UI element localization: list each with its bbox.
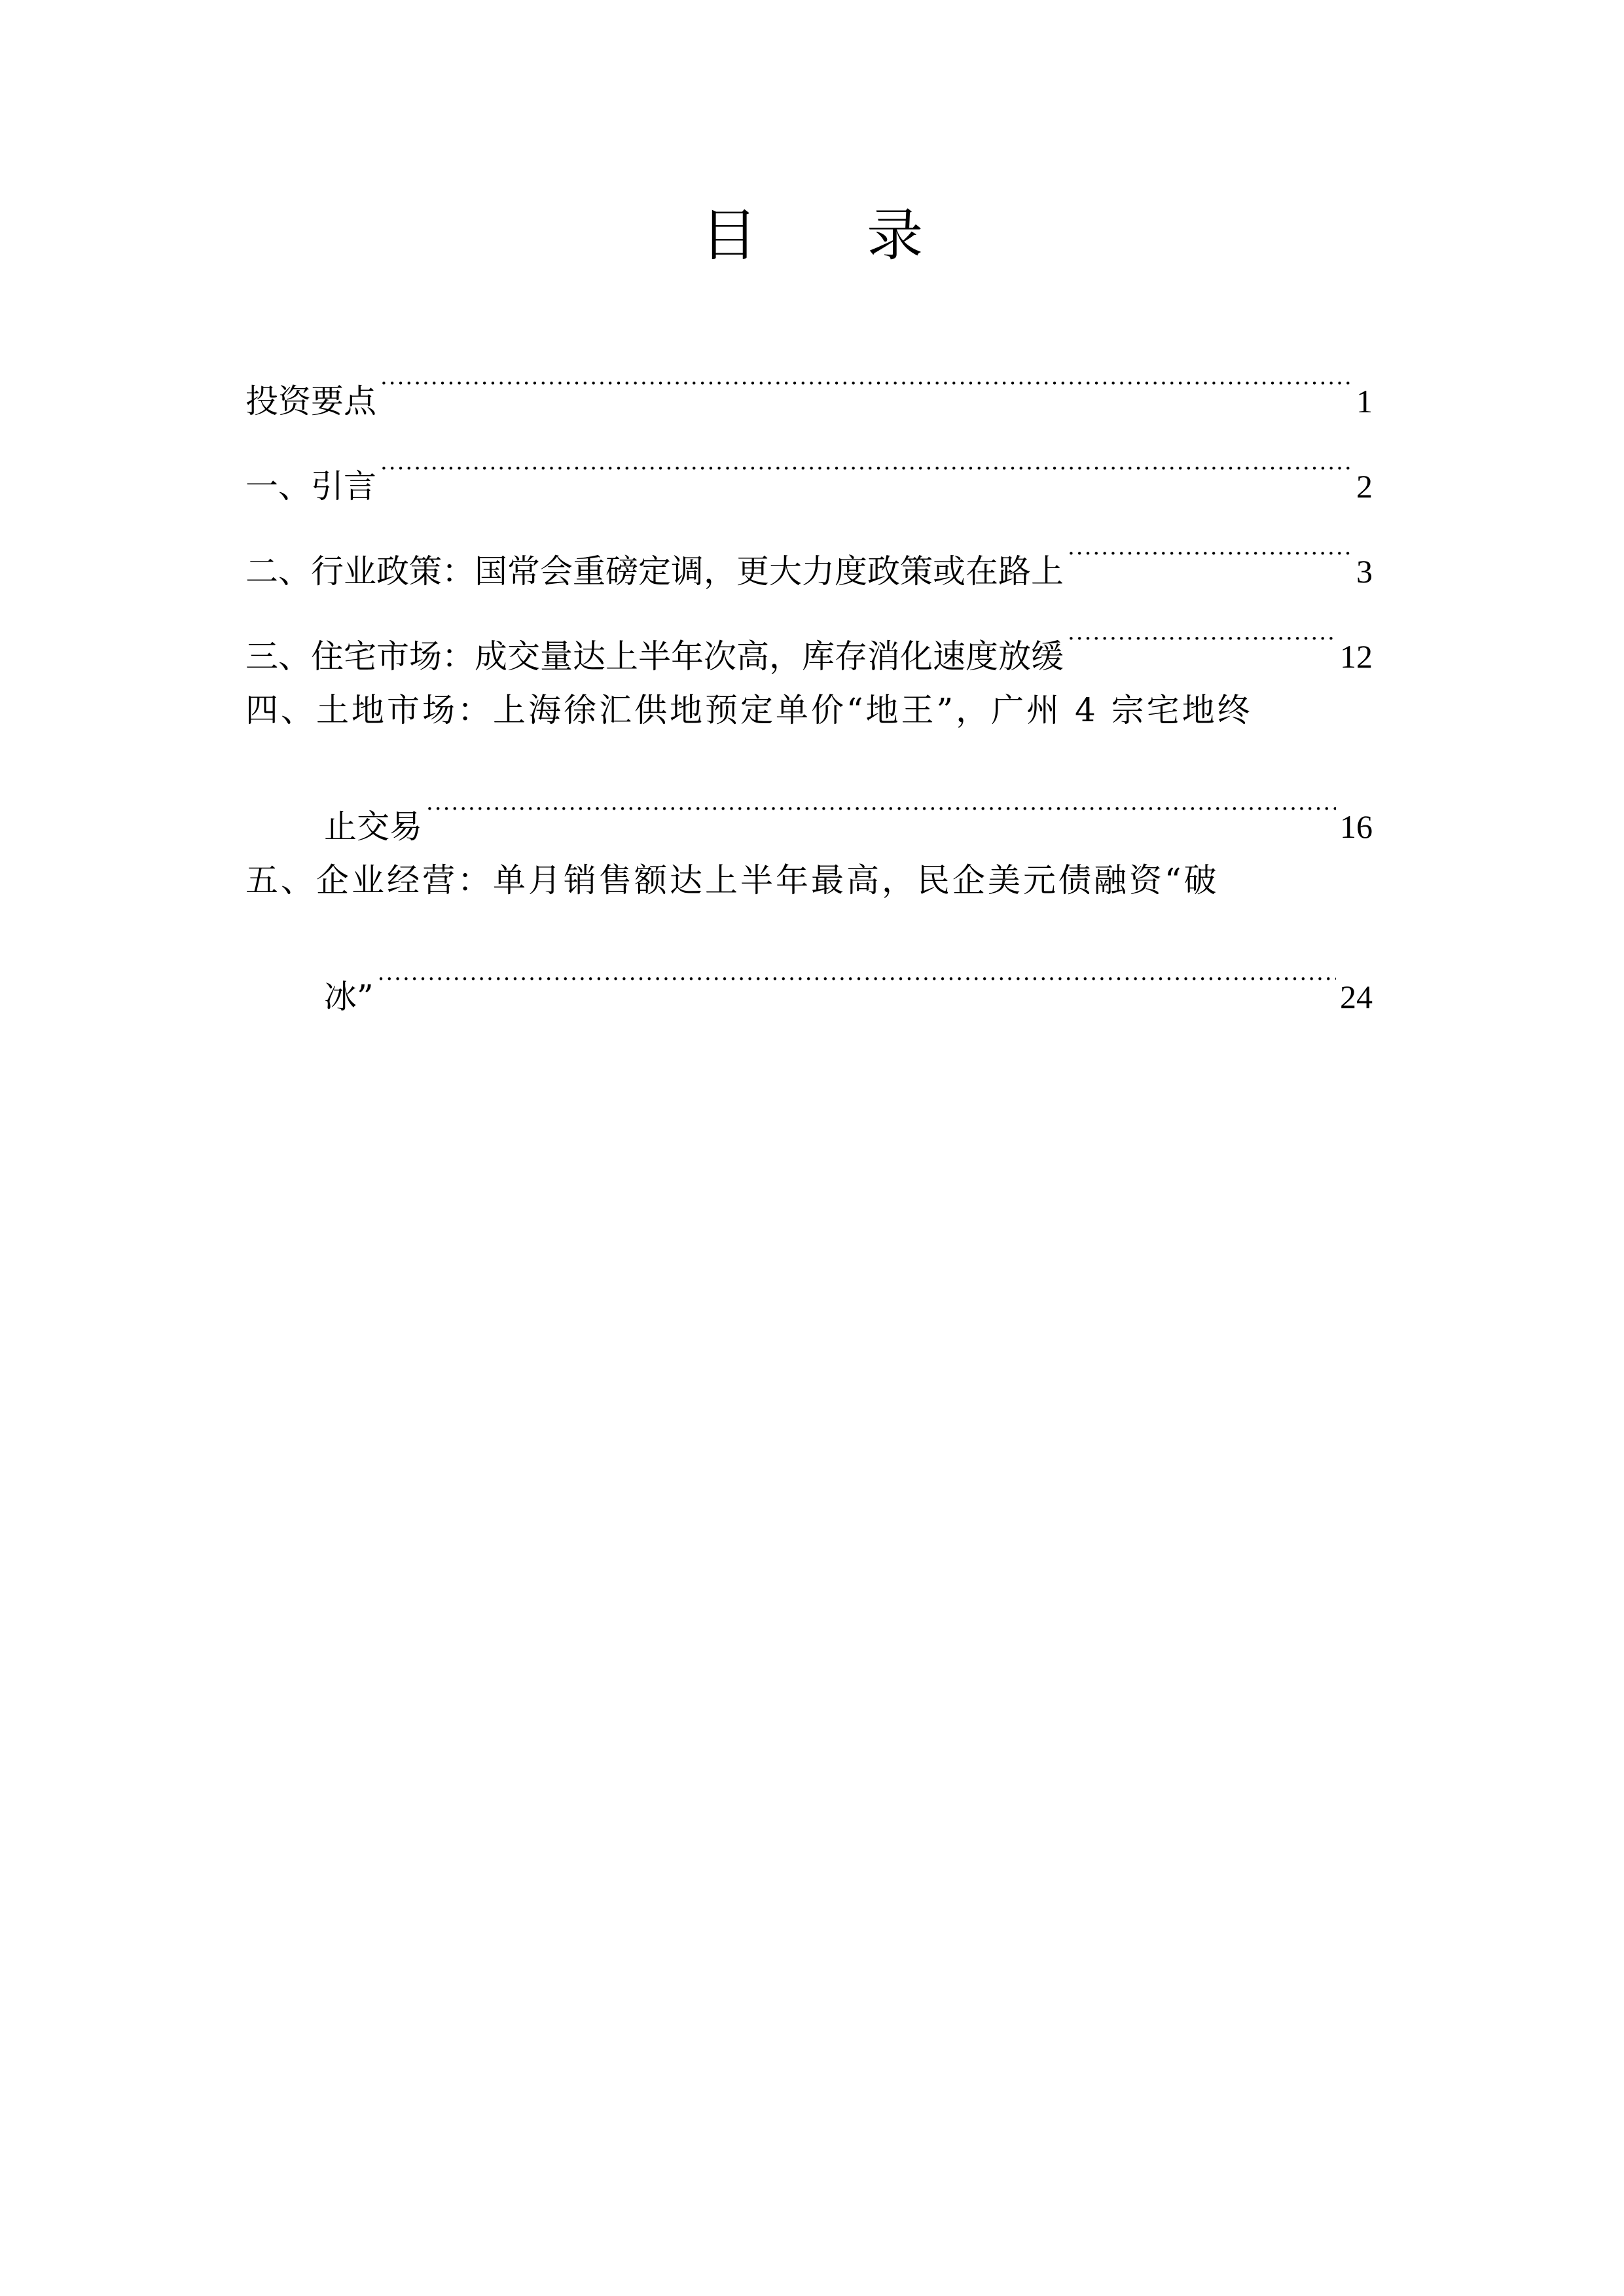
toc-entry[interactable]: [245, 412, 1373, 505]
toc-leader: [378, 923, 1336, 1008]
toc-entry[interactable]: [245, 327, 1373, 420]
toc-leader: [1068, 497, 1352, 583]
toc-entry-text: 三、住宅市场：成交量达上半年次高，库存消化速度放缓: [245, 637, 1064, 675]
toc-entry-text: 投资要点: [245, 382, 376, 420]
table-of-contents: [245, 327, 1373, 1016]
toc-leader: [1068, 583, 1336, 668]
toc-entry-text-line1: 五、企业经营：单月销售额达上半年最高，民企美元债融资“破: [245, 861, 1219, 899]
toc-entry-text-line2: 冰”: [324, 978, 374, 1016]
toc-entry[interactable]: [245, 497, 1373, 590]
toc-page-number: 3: [1356, 553, 1373, 590]
toc-page-number: 12: [1340, 638, 1373, 675]
toc-entry-text-line2: 止交易: [324, 808, 422, 846]
toc-entry-text-line1: 四、土地市场：上海徐汇供地预定单价“地王”，广州 4 宗宅地终: [245, 691, 1253, 729]
toc-entry[interactable]: [245, 838, 1373, 1016]
toc-entry[interactable]: [245, 668, 1373, 846]
toc-leader: [380, 327, 1352, 412]
toc-leader: [426, 753, 1336, 838]
toc-title: 目 录: [700, 203, 969, 268]
toc-page-number: 24: [1340, 978, 1373, 1015]
toc-leader: [380, 412, 1352, 497]
toc-entry-text: 一、引言: [245, 467, 376, 505]
toc-page-number: 2: [1356, 468, 1373, 505]
toc-entry-text: 二、行业政策：国常会重磅定调，更大力度政策或在路上: [245, 552, 1064, 590]
toc-page-number: 1: [1356, 383, 1373, 420]
toc-page-number: 16: [1340, 808, 1373, 845]
